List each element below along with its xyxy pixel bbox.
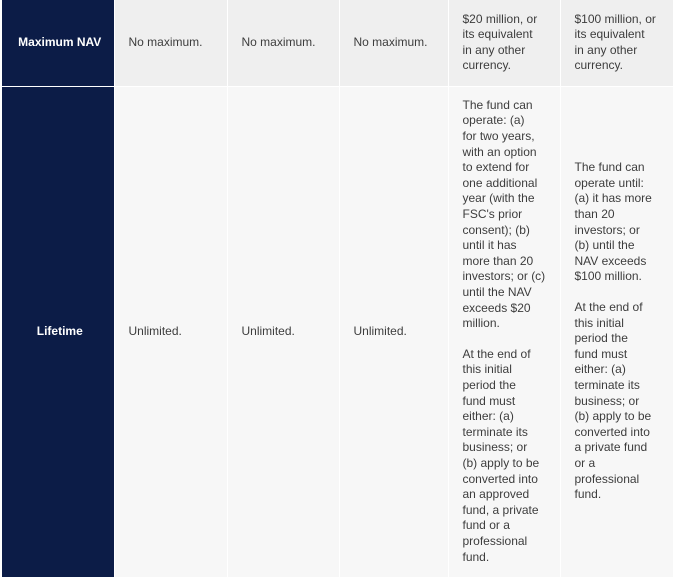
- table-row-maximum-nav: [2, 0, 673, 86]
- cell-text: No maximum.: [241, 34, 316, 49]
- table-cell: [114, 86, 227, 577]
- table-cell: [339, 0, 448, 86]
- cell-text: $20 million, or its equivalent in any other currency.: [462, 11, 538, 73]
- fund-comparison-table: [2, 0, 674, 578]
- cell-paragraph-conditions: The fund can operate until: (a) it has more than 20 investors; or (b) until the NAV exceeds $100 million.: [574, 160, 652, 284]
- table-cell: [114, 0, 227, 86]
- cell-text: No maximum.: [128, 34, 203, 49]
- table-cell: [227, 86, 339, 577]
- row-header-maximum-nav: Maximum NAV: [2, 0, 114, 86]
- table-cell: [560, 0, 673, 86]
- table-cell: [560, 86, 673, 577]
- cell-text: Unlimited.: [128, 323, 182, 338]
- cell-text: Unlimited.: [353, 323, 407, 338]
- cell-text: $100 million, or its equivalent in any other currency.: [574, 11, 656, 73]
- row-header-lifetime: Lifetime: [2, 86, 114, 577]
- cell-text: Unlimited.: [241, 323, 295, 338]
- table-cell: [227, 0, 339, 86]
- cell-paragraph-end-of-period: At the end of this initial period the fund must either: (a) terminate its business; or (b) apply to be converted into a private fund or a professional fund.: [574, 300, 652, 502]
- table-cell: [339, 86, 448, 577]
- table-cell: [448, 0, 560, 86]
- table-row-lifetime: [2, 86, 673, 577]
- cell-text: No maximum.: [353, 34, 428, 49]
- table-cell: [448, 86, 560, 577]
- cell-paragraph-end-of-period: At the end of this initial period the fund must either: (a) terminate its business; or (b) apply to be converted into an approved fund, a private fund or a professional fund.: [462, 346, 540, 564]
- cell-paragraph-conditions: The fund can operate: (a) for two years, with an option to extend for one additional year (with the FSC's prior consent); (b) until it has more than 20 investors; or (c) until the NAV exceeds $20 million.: [462, 97, 546, 331]
